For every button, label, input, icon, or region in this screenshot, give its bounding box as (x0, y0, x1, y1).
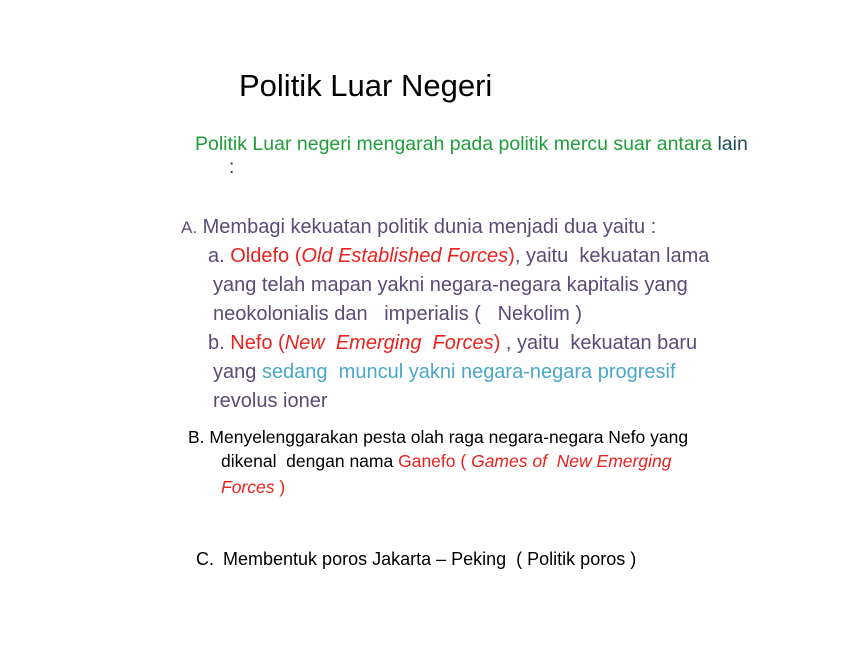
item-a-after: , yaitu kekuatan lama (514, 245, 710, 267)
intro-text-end: lain (717, 133, 748, 155)
intro-line (195, 133, 748, 156)
item-a-term-close: ) (508, 245, 515, 267)
section-b-line1: B. Menyelenggarakan pesta olah raga negara-negara Nefo yang (188, 427, 689, 447)
item-b-line2 (213, 361, 676, 384)
section-c-marker: C. (196, 549, 214, 569)
section-b-ganefo: Ganefo ( (398, 451, 467, 471)
intro-text: Politik Luar negeri mengarah pada politik mercu suar antara (195, 133, 713, 155)
item-b-line2-plain: yang (213, 361, 257, 383)
section-a-text: Membagi kekuatan politik dunia menjadi dua yaitu : (202, 216, 657, 238)
section-b-line2 (221, 451, 671, 472)
item-a-line2: yang telah mapan yakni negara-negara kapitalis yang (213, 274, 688, 296)
section-c-text: Membentuk poros Jakarta – Peking ( Politik poros ) (223, 549, 637, 569)
item-a-marker: a. (208, 245, 225, 267)
item-a-term-italic: Old Established Forces (301, 245, 509, 267)
intro-colon: : (229, 157, 235, 178)
item-b-line3: revolus ioner (213, 390, 328, 412)
item-a-line3: neokolonialis dan imperialis ( Nekolim ) (213, 303, 583, 325)
item-b-term: Nefo ( (230, 332, 285, 354)
item-a-term: Oldefo ( (230, 245, 302, 267)
section-b-line2-plain: dikenal dengan nama (221, 451, 394, 471)
section-b-ganefo-italic: Games of New Emerging (471, 451, 672, 471)
item-b-term-italic: New Emerging Forces (284, 332, 494, 354)
section-b-close: ) (274, 477, 286, 497)
slide-title: Politik Luar Negeri (239, 68, 493, 103)
section-a-heading (181, 216, 656, 239)
item-b-term-close: ) (493, 332, 501, 354)
item-a-line1 (208, 245, 709, 268)
item-b-after: , yaitu kekuatan baru (500, 332, 698, 354)
item-b-line1 (208, 332, 697, 355)
item-b-marker: b. (208, 332, 225, 354)
section-a-marker: A. (181, 218, 198, 237)
section-c (196, 549, 636, 570)
section-b-line3 (221, 477, 285, 498)
item-b-line2-teal: sedang muncul yakni negara-negara progresif (261, 361, 676, 383)
section-b-forces: Forces (221, 477, 275, 497)
